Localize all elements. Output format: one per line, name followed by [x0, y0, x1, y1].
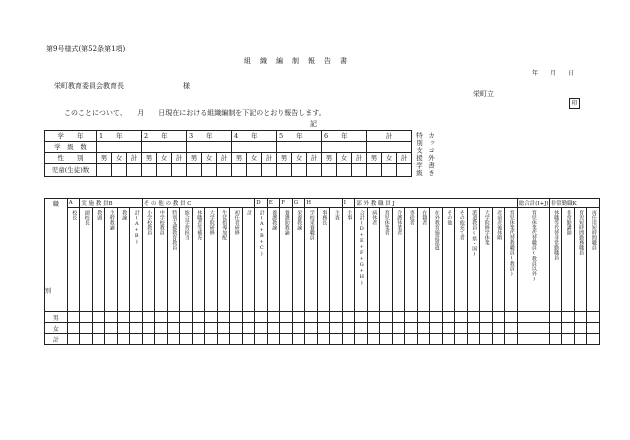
- staff-count-cell[interactable]: [105, 334, 118, 345]
- school-name: 栄町立: [473, 90, 494, 98]
- staff-count-cell[interactable]: [242, 334, 255, 345]
- student-count-cell[interactable]: [157, 164, 172, 177]
- staff-column-label: 産前産後休暇: [496, 210, 503, 240]
- student-count-cell[interactable]: [217, 164, 232, 177]
- staff-count-cell[interactable]: [355, 334, 368, 345]
- staff-column-label: 休職等代替非常勤職員: [553, 210, 560, 260]
- staff-count-cell[interactable]: [367, 334, 380, 345]
- staff-count-cell[interactable]: [455, 334, 468, 345]
- staff-count-cell[interactable]: [167, 312, 180, 323]
- staff-count-cell[interactable]: [574, 312, 587, 323]
- staff-count-cell[interactable]: [392, 323, 405, 334]
- staff-count-cell[interactable]: [562, 334, 575, 345]
- staff-column-header: [80, 208, 93, 312]
- staff-count-cell[interactable]: [305, 312, 318, 323]
- staff-count-cell[interactable]: [192, 312, 205, 323]
- staff-count-cell[interactable]: [405, 334, 418, 345]
- staff-column-label: 育児休業代替職員(教員以外): [530, 210, 537, 282]
- sex-col-label: 計: [307, 153, 322, 164]
- staff-column-label: 生徒指導加配: [221, 210, 228, 240]
- staff-count-cell[interactable]: [255, 323, 268, 334]
- staff-count-cell[interactable]: [330, 323, 343, 334]
- staff-column-label: 副校長: [83, 210, 90, 225]
- staff-column-header: [355, 208, 368, 312]
- ki-label: 記: [310, 120, 317, 128]
- staff-column-header: [480, 208, 493, 312]
- staff-count-cell[interactable]: [130, 334, 143, 345]
- staff-count-cell[interactable]: [142, 323, 155, 334]
- staff-count-cell[interactable]: [255, 312, 268, 323]
- staff-count-cell[interactable]: [574, 334, 587, 345]
- staff-count-cell[interactable]: [180, 312, 193, 323]
- staff-count-cell[interactable]: [330, 312, 343, 323]
- classes-cell[interactable]: [367, 142, 412, 153]
- staff-column-label: 育児休業者: [383, 210, 390, 235]
- staff-count-cell[interactable]: [267, 323, 280, 334]
- staff-column-label: 特別支援教育教員: [171, 210, 178, 250]
- student-count-cell[interactable]: [307, 164, 322, 177]
- staff-column-header: [417, 208, 430, 312]
- staff-count-cell[interactable]: [517, 334, 549, 345]
- classes-cell[interactable]: [322, 142, 367, 153]
- staff-count-cell[interactable]: [467, 312, 480, 323]
- staff-column-header: [392, 208, 405, 312]
- staff-column-label: 総合学習担当: [183, 210, 190, 240]
- staff-count-cell[interactable]: [587, 312, 600, 323]
- classes-cell[interactable]: [142, 142, 187, 153]
- staff-count-cell[interactable]: [549, 312, 562, 323]
- staff-count-cell[interactable]: [380, 334, 393, 345]
- staff-count-cell[interactable]: [549, 323, 562, 334]
- sex-col-label: 計: [352, 153, 367, 164]
- staff-column-header: [549, 208, 562, 312]
- staff-column-label: 育児休業代替教職員(教員): [508, 210, 515, 277]
- grade-2: 2 年: [142, 131, 187, 142]
- student-count-cell[interactable]: [127, 164, 142, 177]
- staff-count-cell[interactable]: [492, 312, 505, 323]
- staff-column-label: 中学校教員: [158, 210, 165, 235]
- staff-count-cell[interactable]: [417, 323, 430, 334]
- staff-count-cell[interactable]: [505, 323, 518, 334]
- sex-col-label: 計: [397, 153, 412, 164]
- row-label-students: 児童(生徒)数: [45, 164, 97, 177]
- staff-count-cell[interactable]: [455, 312, 468, 323]
- sex-col-label: 女: [247, 153, 262, 164]
- staff-column-header: [587, 208, 600, 312]
- staff-column-label: 主幹教諭: [108, 210, 115, 230]
- staff-column-label: 事務長: [321, 210, 328, 225]
- staff-count-cell[interactable]: [130, 323, 143, 334]
- staff-count-cell[interactable]: [292, 334, 305, 345]
- corner-top: 職: [52, 201, 59, 208]
- staff-count-cell[interactable]: [417, 312, 430, 323]
- staff-column-header: [280, 208, 293, 312]
- staff-count-cell[interactable]: [280, 334, 293, 345]
- staff-group-header: 非常勤職K: [549, 199, 599, 208]
- sex-col-label: 女: [382, 153, 397, 164]
- staff-column-header: [155, 208, 168, 312]
- staff-column-label: 介護休業者: [396, 210, 403, 235]
- staff-column-label: 病休者: [371, 210, 378, 225]
- staff-count-cell[interactable]: [355, 312, 368, 323]
- sex-col-label: 女: [337, 153, 352, 164]
- staff-count-cell[interactable]: [455, 323, 468, 334]
- staff-count-cell[interactable]: [92, 312, 105, 323]
- staff-column-label: 再任用短時間職員: [590, 210, 597, 250]
- staff-count-cell[interactable]: [155, 323, 168, 334]
- staff-count-cell[interactable]: [392, 334, 405, 345]
- staff-column-header: [505, 208, 518, 312]
- document-title: 組 織 編 制 報 告 書: [244, 57, 348, 65]
- staff-count-cell[interactable]: [67, 312, 80, 323]
- staff-count-cell[interactable]: [292, 323, 305, 334]
- staff-column-header: [430, 208, 443, 312]
- staff-column-label: 在外教育施設派遣: [433, 210, 440, 250]
- staff-group-header: G: [292, 199, 305, 208]
- staff-count-cell[interactable]: [587, 323, 600, 334]
- staff-row-label: 計: [45, 334, 68, 345]
- staff-count-cell[interactable]: [317, 334, 330, 345]
- staff-count-cell[interactable]: [280, 323, 293, 334]
- staff-count-cell[interactable]: [505, 312, 518, 323]
- staff-count-cell[interactable]: [80, 323, 93, 334]
- staff-column-header: [292, 208, 305, 312]
- staff-count-cell[interactable]: [155, 334, 168, 345]
- staff-count-cell[interactable]: [342, 334, 355, 345]
- staff-group-header: そ の 他 の 教 員 C: [142, 199, 255, 208]
- staff-count-cell[interactable]: [217, 312, 230, 323]
- staff-count-cell[interactable]: [117, 312, 130, 323]
- staff-count-cell[interactable]: [67, 323, 80, 334]
- staff-count-cell[interactable]: [267, 334, 280, 345]
- staff-count-cell[interactable]: [317, 312, 330, 323]
- staff-column-header: [574, 208, 587, 312]
- report-date: 年 月 日: [532, 70, 575, 77]
- staff-count-cell[interactable]: [442, 323, 455, 334]
- staff-column-label: 大学院研修: [208, 210, 215, 235]
- staff-count-cell[interactable]: [430, 334, 443, 345]
- staff-count-cell[interactable]: [517, 312, 549, 323]
- staff-count-cell[interactable]: [180, 323, 193, 334]
- staff-count-cell[interactable]: [549, 334, 562, 345]
- staff-count-cell[interactable]: [230, 323, 243, 334]
- staff-count-cell[interactable]: [242, 323, 255, 334]
- staff-count-cell[interactable]: [405, 323, 418, 334]
- staff-count-cell[interactable]: [442, 334, 455, 345]
- student-count-cell[interactable]: [367, 164, 382, 177]
- special-class-note: 特別支援学級: [415, 132, 423, 177]
- staff-column-label: 計(A+B): [133, 210, 140, 245]
- grade-5: 5 年: [277, 131, 322, 142]
- staff-column-header: [242, 208, 255, 312]
- grade-6: 6 年: [322, 131, 367, 142]
- corner-cell: [45, 199, 68, 312]
- staff-count-cell[interactable]: [292, 312, 305, 323]
- student-count-cell[interactable]: [97, 164, 112, 177]
- staff-column-header: [117, 208, 130, 312]
- staff-column-header: [317, 208, 330, 312]
- staff-group-header: H: [305, 199, 343, 208]
- student-count-cell[interactable]: [202, 164, 217, 177]
- staff-column-label: 派遣教員(県・国): [471, 210, 478, 257]
- student-count-cell[interactable]: [247, 164, 262, 177]
- student-count-cell[interactable]: [292, 164, 307, 177]
- staff-count-cell[interactable]: [167, 323, 180, 334]
- classes-cell[interactable]: [97, 142, 142, 153]
- student-count-cell[interactable]: [397, 164, 412, 177]
- grade-3: 3 年: [187, 131, 232, 142]
- sex-col-label: 女: [292, 153, 307, 164]
- staff-column-label: 専従者: [408, 210, 415, 225]
- staff-group-header: I: [342, 199, 355, 208]
- row-label-sex: 性 別: [45, 153, 97, 164]
- sex-col-label: 男: [367, 153, 382, 164]
- staff-count-cell[interactable]: [330, 334, 343, 345]
- staff-count-cell[interactable]: [80, 334, 93, 345]
- student-count-cell[interactable]: [322, 164, 337, 177]
- staff-column-header: [442, 208, 455, 312]
- sex-col-label: 計: [172, 153, 187, 164]
- staff-count-cell[interactable]: [342, 323, 355, 334]
- staff-column-header: [492, 208, 505, 312]
- staff-column-header: [167, 208, 180, 312]
- sex-col-label: 計: [127, 153, 142, 164]
- staff-count-cell[interactable]: [380, 323, 393, 334]
- student-count-cell[interactable]: [112, 164, 127, 177]
- staff-count-cell[interactable]: [367, 323, 380, 334]
- staff-column-label: 養護助教諭: [283, 210, 290, 235]
- staff-count-cell[interactable]: [205, 312, 218, 323]
- staff-column-label: 主事: [346, 210, 353, 220]
- corner-bottom: 別: [45, 288, 52, 295]
- staff-count-cell[interactable]: [67, 334, 80, 345]
- staff-group-header: F: [280, 199, 293, 208]
- staff-column-header: [517, 208, 549, 312]
- student-count-cell[interactable]: [382, 164, 397, 177]
- staff-count-cell[interactable]: [255, 334, 268, 345]
- staff-count-cell[interactable]: [305, 334, 318, 345]
- staff-count-cell[interactable]: [430, 323, 443, 334]
- staff-count-cell[interactable]: [505, 334, 518, 345]
- student-count-cell[interactable]: [337, 164, 352, 177]
- staff-column-header: [562, 208, 575, 312]
- staff-column-header: [255, 208, 268, 312]
- staff-column-header: [330, 208, 343, 312]
- sex-col-label: 女: [202, 153, 217, 164]
- grade-total: 計: [367, 131, 412, 142]
- staff-count-cell[interactable]: [155, 312, 168, 323]
- grade-1: 1 年: [97, 131, 142, 142]
- staff-group-header: D: [255, 199, 268, 208]
- staff-count-cell[interactable]: [92, 334, 105, 345]
- report-body: このことについて、 月 日現在における組織編制を下記のとおり報告します。: [64, 109, 326, 117]
- staff-count-cell[interactable]: [442, 312, 455, 323]
- staff-row-label: 男: [45, 312, 68, 323]
- staff-count-cell[interactable]: [192, 323, 205, 334]
- staff-count-cell[interactable]: [430, 312, 443, 323]
- staff-column-label: 育児短時間勤務職員: [578, 210, 585, 255]
- staff-count-cell[interactable]: [105, 323, 118, 334]
- staff-count-cell[interactable]: [142, 334, 155, 345]
- sex-col-label: 計: [262, 153, 277, 164]
- staff-column-label: 休職者等補充: [196, 210, 203, 240]
- student-count-cell[interactable]: [142, 164, 157, 177]
- staff-column-label: 大学院修学休業: [483, 210, 490, 245]
- sex-col-label: 男: [232, 153, 247, 164]
- staff-count-cell[interactable]: [380, 312, 393, 323]
- staff-count-cell[interactable]: [205, 334, 218, 345]
- student-count-cell[interactable]: [262, 164, 277, 177]
- staff-column-header: [467, 208, 480, 312]
- staff-count-cell[interactable]: [417, 334, 430, 345]
- staff-count-cell[interactable]: [217, 334, 230, 345]
- staff-column-header: [455, 208, 468, 312]
- staff-count-cell[interactable]: [492, 323, 505, 334]
- staff-column-label: 計: [246, 210, 253, 215]
- student-count-cell[interactable]: [277, 164, 292, 177]
- staff-count-cell[interactable]: [217, 323, 230, 334]
- addressee: 栄町教育委員会教育長: [54, 82, 124, 90]
- staff-count-cell[interactable]: [117, 334, 130, 345]
- staff-count-cell[interactable]: [142, 312, 155, 323]
- sex-col-label: 計: [217, 153, 232, 164]
- form-number: 第9号様式(第52条第1項): [46, 45, 126, 53]
- staff-row-label: 女: [45, 323, 68, 334]
- staff-group-header: 総合計(I+J): [517, 199, 549, 208]
- staff-count-cell[interactable]: [480, 312, 493, 323]
- staff-column-header: [205, 208, 218, 312]
- staff-column-label: 初任者研修: [233, 210, 240, 235]
- staff-column-header: [192, 208, 205, 312]
- staff-column-label: 小学校教員: [146, 210, 153, 235]
- sex-col-label: 男: [97, 153, 112, 164]
- classes-cell[interactable]: [187, 142, 232, 153]
- staff-count-cell[interactable]: [480, 323, 493, 334]
- staff-count-cell[interactable]: [517, 323, 549, 334]
- staff-column-label: その他: [446, 210, 453, 225]
- staff-count-cell[interactable]: [492, 334, 505, 345]
- staff-column-header: [92, 208, 105, 312]
- sex-col-label: 男: [142, 153, 157, 164]
- staff-group-header: A: [67, 199, 80, 208]
- student-count-cell[interactable]: [187, 164, 202, 177]
- staff-group-header: 実 施 教 員B: [80, 199, 143, 208]
- staff-column-header: [380, 208, 393, 312]
- staff-count-cell[interactable]: [80, 312, 93, 323]
- staff-group-header: E: [267, 199, 280, 208]
- staff-count-cell[interactable]: [130, 312, 143, 323]
- staff-count-cell[interactable]: [574, 323, 587, 334]
- sex-col-label: 女: [157, 153, 172, 164]
- sex-col-label: 男: [187, 153, 202, 164]
- staff-table: [44, 198, 600, 345]
- staff-column-header: [405, 208, 418, 312]
- classes-cell[interactable]: [277, 142, 322, 153]
- staff-column-header: [230, 208, 243, 312]
- staff-column-header: [105, 208, 118, 312]
- staff-column-header: [67, 208, 80, 312]
- staff-count-cell[interactable]: [480, 334, 493, 345]
- row-label-classes: 学 級 数: [45, 142, 97, 153]
- staff-count-cell[interactable]: [105, 312, 118, 323]
- staff-count-cell[interactable]: [587, 334, 600, 345]
- staff-count-cell[interactable]: [92, 323, 105, 334]
- staff-count-cell[interactable]: [562, 312, 575, 323]
- staff-count-cell[interactable]: [392, 312, 405, 323]
- staff-count-cell[interactable]: [317, 323, 330, 334]
- staff-count-cell[interactable]: [405, 312, 418, 323]
- staff-column-label: 主査: [333, 210, 340, 220]
- staff-column-label: 計(A+B+C): [258, 210, 265, 257]
- staff-count-cell[interactable]: [192, 334, 205, 345]
- student-count-cell[interactable]: [352, 164, 367, 177]
- staff-column-label: その他充て者: [458, 210, 465, 240]
- staff-count-cell[interactable]: [117, 323, 130, 334]
- staff-count-cell[interactable]: [367, 312, 380, 323]
- sex-col-label: 女: [112, 153, 127, 164]
- staff-count-cell[interactable]: [305, 323, 318, 334]
- staff-column-header: [142, 208, 155, 312]
- staff-column-label: 在籍者: [421, 210, 428, 225]
- staff-count-cell[interactable]: [342, 312, 355, 323]
- staff-count-cell[interactable]: [230, 334, 243, 345]
- staff-column-label: 学校栄養職員: [308, 210, 315, 240]
- staff-column-header: [217, 208, 230, 312]
- staff-count-cell[interactable]: [180, 334, 193, 345]
- classes-cell[interactable]: [232, 142, 277, 153]
- staff-column-label: 教諭: [121, 210, 128, 220]
- staff-count-cell[interactable]: [205, 323, 218, 334]
- student-count-cell[interactable]: [172, 164, 187, 177]
- outside-note: カッコ外書き: [427, 132, 435, 177]
- staff-count-cell[interactable]: [355, 323, 368, 334]
- seal-mark: 印: [569, 98, 580, 109]
- grade-4: 4 年: [232, 131, 277, 142]
- staff-count-cell[interactable]: [467, 334, 480, 345]
- sex-col-label: 男: [322, 153, 337, 164]
- staff-column-header: [130, 208, 143, 312]
- grade-table: [44, 130, 412, 177]
- student-count-cell[interactable]: [232, 164, 247, 177]
- addressee-sama: 様: [183, 82, 190, 90]
- staff-count-cell[interactable]: [167, 334, 180, 345]
- staff-column-header: [342, 208, 355, 312]
- staff-count-cell[interactable]: [280, 312, 293, 323]
- staff-column-label: 合計(D+E+F+G+H): [358, 210, 365, 286]
- row-label-grade: 学 年: [45, 131, 97, 142]
- staff-group-header: 部 外 教 職 員 J: [355, 199, 518, 208]
- sex-col-label: 男: [277, 153, 292, 164]
- staff-column-label: 栄養教諭: [296, 210, 303, 230]
- staff-count-cell[interactable]: [230, 312, 243, 323]
- staff-count-cell[interactable]: [467, 323, 480, 334]
- staff-column-header: [305, 208, 318, 312]
- staff-column-label: 非常勤講師: [565, 210, 572, 235]
- staff-column-label: 教頭: [96, 210, 103, 220]
- staff-column-label: 校長: [71, 210, 78, 220]
- staff-column-header: [267, 208, 280, 312]
- staff-count-cell[interactable]: [562, 323, 575, 334]
- staff-count-cell[interactable]: [242, 312, 255, 323]
- staff-column-header: [180, 208, 193, 312]
- staff-count-cell[interactable]: [267, 312, 280, 323]
- staff-column-header: [367, 208, 380, 312]
- staff-column-label: 養護教諭: [271, 210, 278, 230]
